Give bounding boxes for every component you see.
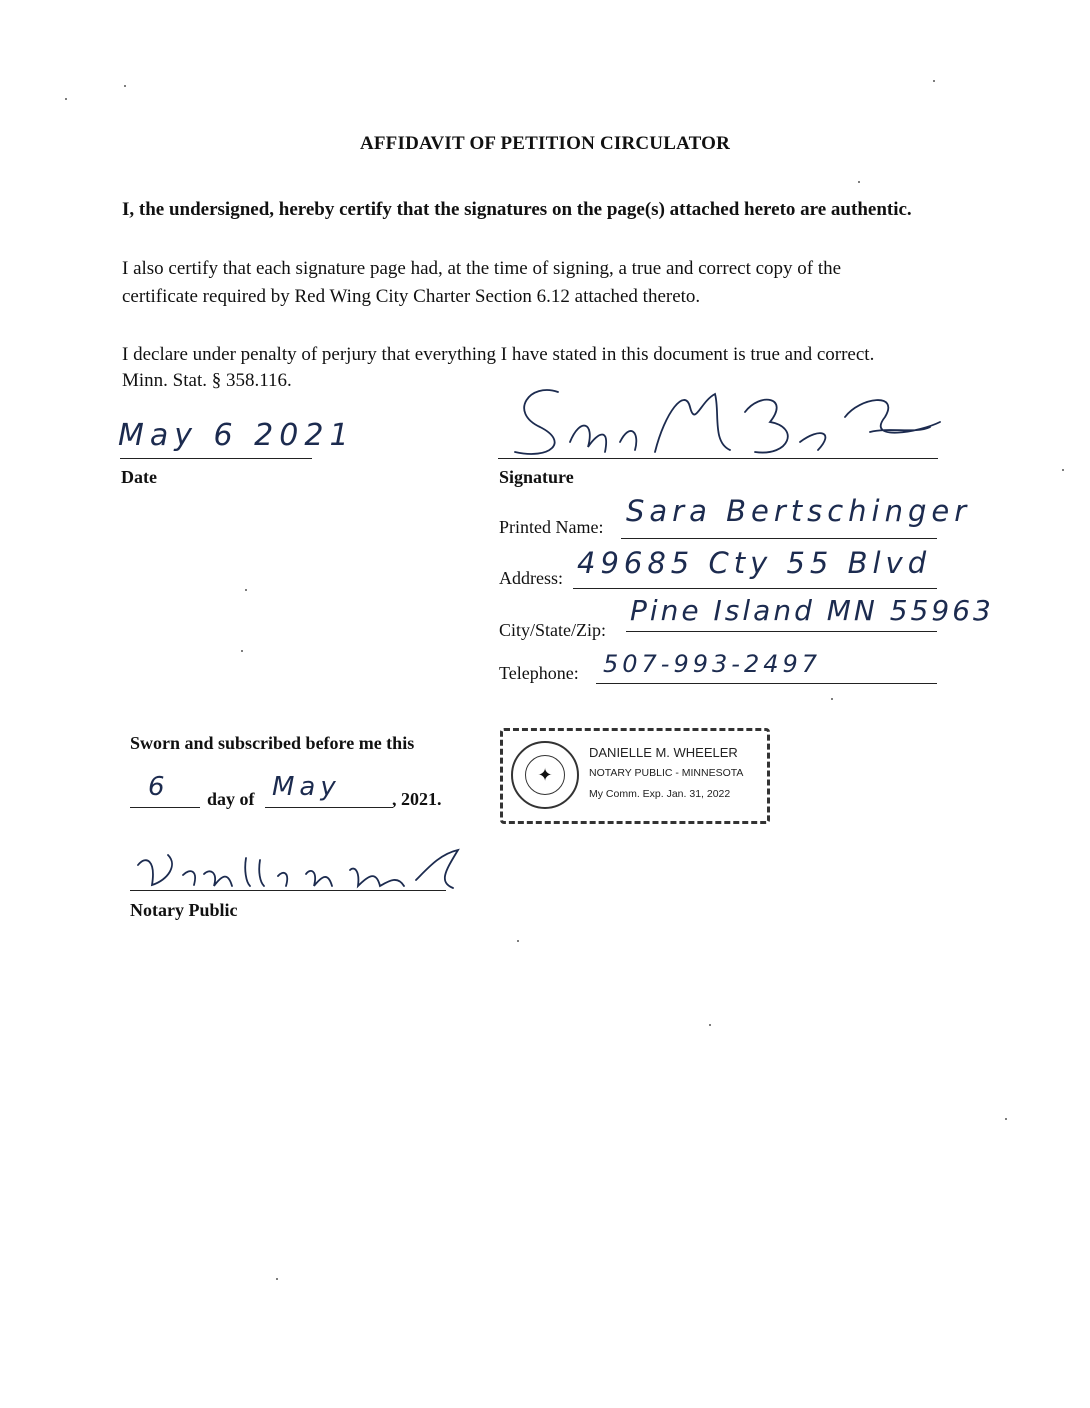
notary-signature-line (130, 890, 446, 891)
stamp-title: NOTARY PUBLIC - MINNESOTA (589, 767, 744, 779)
date-handwritten: May 6 2021 (118, 418, 355, 453)
address-line (573, 588, 937, 589)
day-of-label: day of (207, 789, 255, 809)
certify-authentic-paragraph: I, the undersigned, hereby certify that the signatures on the page(s) attached hereto are authentic. (122, 199, 912, 220)
certify-copy-paragraph-line1: I also certify that each signature page had, at the time of signing, a true and correct copy of the (122, 258, 842, 279)
month-value: May (272, 772, 341, 802)
address-label: Address: (499, 568, 563, 588)
telephone-label: Telephone: (499, 663, 579, 683)
stamp-name: DANIELLE M. WHEELER (589, 745, 738, 760)
notary-signature-mark (128, 840, 473, 896)
document-title: AFFIDAVIT OF PETITION CIRCULATOR (359, 133, 731, 154)
date-label: Date (121, 467, 157, 487)
month-line (265, 807, 393, 808)
signature-mark (500, 372, 960, 464)
city-state-zip-line (626, 631, 937, 632)
notary-public-label: Notary Public (130, 900, 238, 920)
printed-name-label: Printed Name: (499, 517, 604, 537)
perjury-declaration-line2: Minn. Stat. § 358.116. (122, 370, 292, 391)
printed-name-line (621, 538, 937, 539)
city-state-zip-value: Pine Island MN 55963 (630, 594, 994, 627)
notary-seal-icon: ✦ (511, 741, 579, 809)
notary-stamp (500, 728, 770, 824)
printed-name-value: Sara Bertschinger (626, 494, 972, 528)
perjury-declaration-line1: I declare under penalty of perjury that everything I have stated in this document is true and correct. (122, 344, 875, 365)
city-state-zip-label: City/State/Zip: (499, 620, 606, 640)
date-line (120, 458, 312, 459)
address-value: 49685 Cty 55 Blvd (577, 546, 932, 580)
certify-copy-paragraph-line2: certificate required by Red Wing City Charter Section 6.12 attached thereto. (122, 286, 701, 307)
day-value: 6 (148, 772, 170, 802)
year-suffix: , 2021. (392, 789, 442, 809)
telephone-value: 507-993-2497 (603, 650, 822, 678)
signature-line (498, 458, 938, 459)
telephone-line (596, 683, 937, 684)
sworn-subscribed-text: Sworn and subscribed before me this (130, 733, 415, 753)
signature-label: Signature (499, 467, 574, 487)
stamp-expiration: My Comm. Exp. Jan. 31, 2022 (589, 788, 731, 800)
day-line (130, 807, 200, 808)
